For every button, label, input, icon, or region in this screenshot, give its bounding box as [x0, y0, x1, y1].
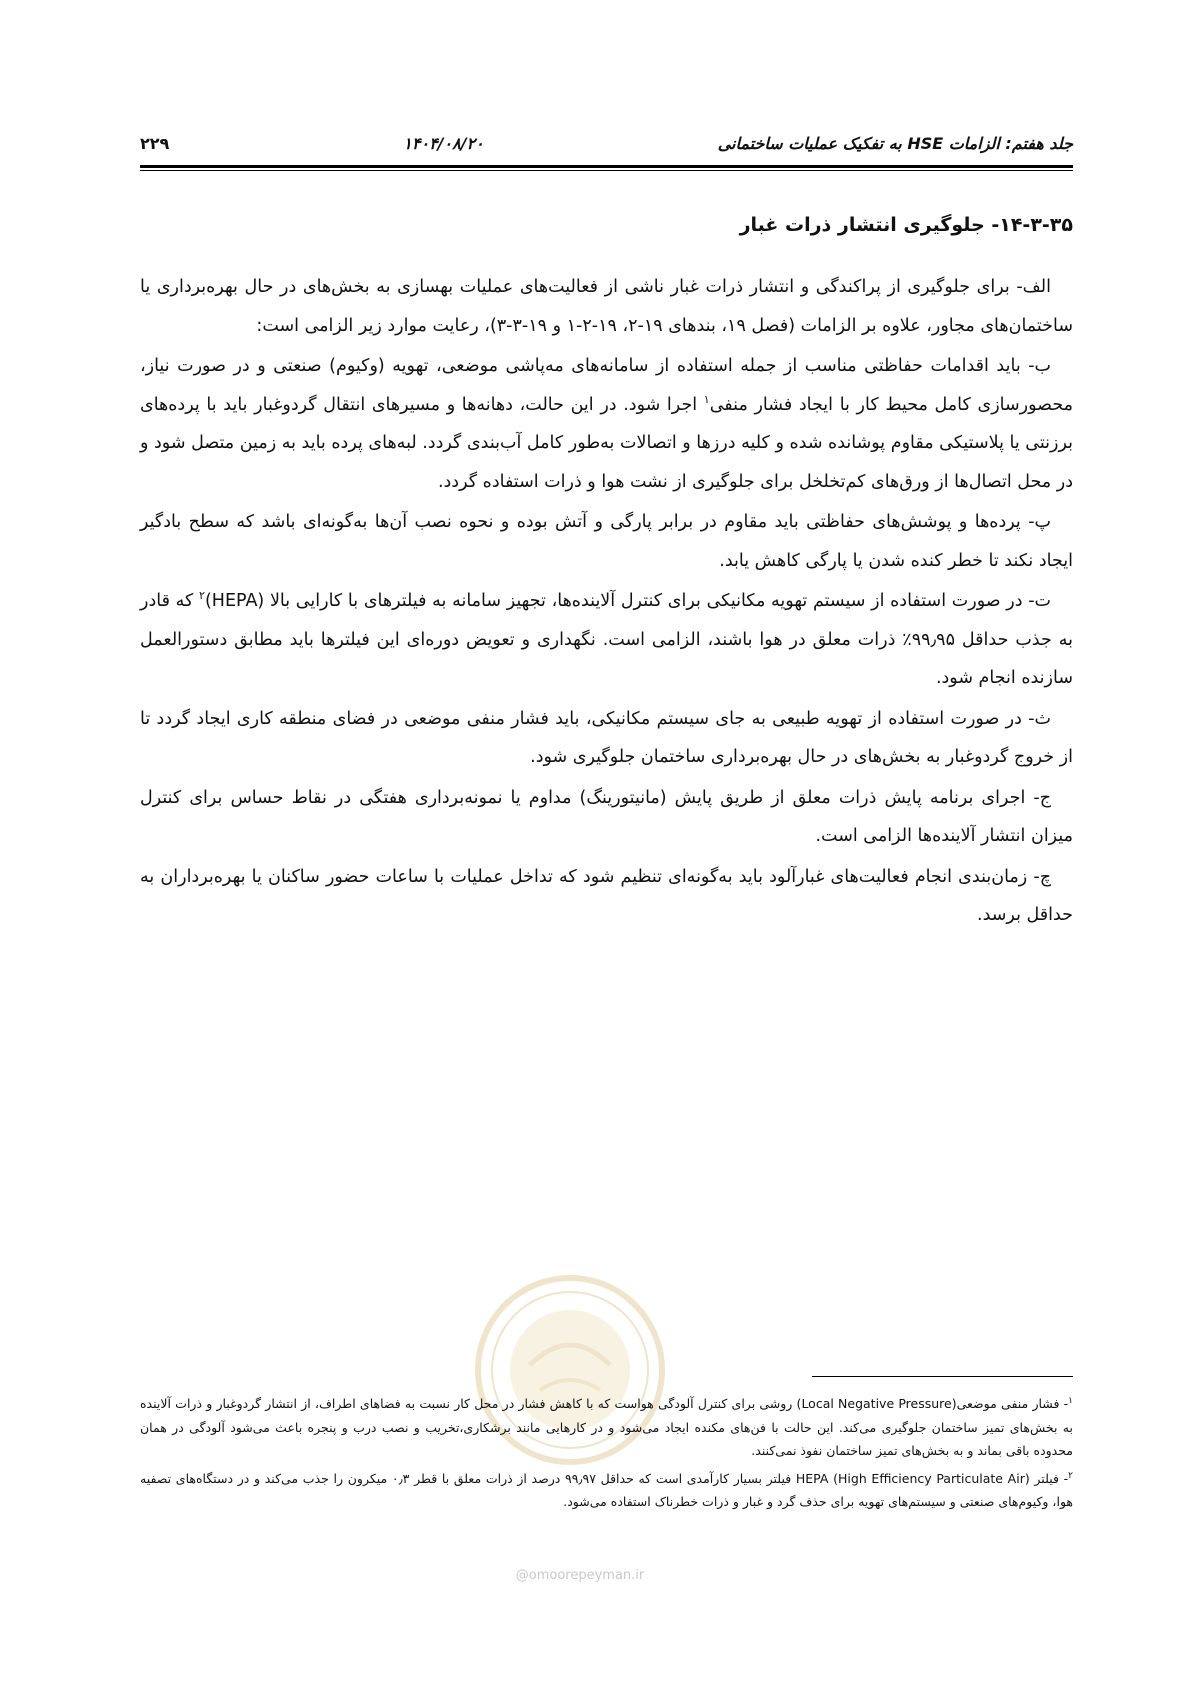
- paragraph-se: ث- در صورت استفاده از تهویه طبیعی به جای سیستم مکانیکی، باید فشار منفی موضعی در فضای منطقه کاری ایجاد گردد تا از خروج گردوغبار به بخش‌های در حال بهره‌برداری ساختمان جلوگیری شود.: [140, 708, 1073, 767]
- paragraph-alef: الف- برای جلوگیری از پراکندگی و انتشار ذرات غبار ناشی از فعالیت‌های عملیات بهسازی به بخش‌های در حال بهره‌برداری یا ساختمان‌های مجاور، علاوه بر الزامات (فصل ۱۹، بندهای ۱۹-۲، ۱۹-۲-۱ و ۱۹-۳-۳)، رعایت موارد زیر الزامی است:: [140, 277, 1073, 336]
- paragraph-pe: پ- پرده‌ها و پوشش‌های حفاظتی باید مقاوم در برابر پارگی و آتش بوده و نحوه نصب آن‌ها به‌گونه‌ای باشد که سطح بادگیر ایجاد نکند تا خطر کنده شدن یا پارگی کاهش یابد.: [140, 512, 1073, 571]
- footnote-1-number: ۱: [1068, 1395, 1073, 1406]
- page-header: [140, 128, 1073, 158]
- footnotes: [140, 1392, 1073, 1518]
- paragraph-be: [140, 347, 1073, 501]
- paragraph-te: [140, 582, 1073, 698]
- watermark-url: @omoorepeyman.ir: [515, 1568, 645, 1583]
- footnote-separator: [812, 1376, 1073, 1377]
- header-rule-thin: [140, 170, 1073, 171]
- page-number: ۲۲۹: [140, 133, 170, 153]
- header-rule-thick: [140, 165, 1073, 168]
- footnote-2: [140, 1467, 1073, 1514]
- footnote-ref-1[interactable]: ۱: [703, 392, 710, 406]
- paragraph-be-part2: اجرا شود. در این حالت، دهانه‌ها و مسیرهای انتقال گردوغبار باید با پرده‌های برزنتی یا پلاستیکی مقاوم پوشانده شده و کلیه درزها و اتصالات به‌طور کامل آب‌بندی گردد. لبه‌های پرده باید به زمین متصل شود و در محل اتصال‌ها از ورق‌های کم‌تخلخل برای جلوگیری از نشت هوا و ذرات استفاده گردد.: [140, 394, 1073, 492]
- header-date: ۱۴۰۴/۰۸/۲۰: [403, 133, 484, 153]
- footnote-1: [140, 1392, 1073, 1463]
- header-title: جلد هفتم: الزامات HSE به تفکیک عملیات ساختمانی: [717, 133, 1073, 153]
- footnote-1-text: - فشار منفی موضعی(Local Negative Pressure) روشی برای کنترل آلودگی هواست که با کاهش فشار در محل کار نسبت به فضاهای اطراف، از انتشار گردوغبار و ذرات آلاینده به بخش‌های تمیز ساختمان جلوگیری می‌کند. این حالت با فن‌های مکنده ایجاد می‌شود و در کارهایی مانند برشکاری،تخریب و نصب درب و پنجره باعث می‌شود آلودگی در همان محدوده باقی بماند و به بخش‌های تمیز ساختمان نفوذ نمی‌کنند.: [140, 1396, 1073, 1458]
- footnote-2-text: - فیلتر HEPA (High Efficiency Particulate Air) فیلتر بسیار کارآمدی است که حداقل ۹۹٫۹۷ درصد از ذرات معلق با قطر ۰٫۳ میکرون را جذب می‌کند و در دستگاه‌های تصفیه هوا، وکیوم‌های صنعتی و سیستم‌های تهویه برای حذف گرد و غبار و ذرات خطرناک استفاده می‌شود.: [140, 1470, 1073, 1509]
- paragraph-che: چ- زمان‌بندی انجام فعالیت‌های غبارآلود باید به‌گونه‌ای تنظیم شود که تداخل عملیات با ساعات حضور ساکنان یا بهره‌برداران به حداقل برسد.: [140, 866, 1073, 925]
- paragraph-te-part1: ت- در صورت استفاده از سیستم تهویه مکانیکی برای کنترل آلاینده‌ها، تجهیز سامانه به فیلترهای با کارایی بالا (HEPA): [204, 591, 1052, 611]
- paragraph-jim: ج- اجرای برنامه پایش ذرات معلق از طریق پایش (مانیتورینگ) مداوم یا نمونه‌برداری هفتگی در نقاط حساس برای کنترل میزان انتشار آلاینده‌ها الزامی است.: [140, 787, 1073, 846]
- footnote-2-number: ۲: [1068, 1470, 1073, 1481]
- section-heading: ۱۴-۳-۳۵- جلوگیری انتشار ذرات غبار: [739, 214, 1073, 236]
- paragraph-te-part2: که قادر به جذب حداقل ۹۹٫۹۵٪ ذرات معلق در هوا باشند، الزامی است. نگهداری و تعویض دوره‌ای این فیلترها باید مطابق دستورالعمل سازنده انجام شود.: [140, 591, 1073, 688]
- main-content: [140, 210, 1073, 937]
- footnote-ref-2[interactable]: ۲: [199, 589, 205, 603]
- paragraph-be-part1: ب- باید اقدامات حفاظتی مناسب از جمله استفاده از سامانه‌های مه‌پاشی موضعی، تهویه (وکیوم) صنعتی و در صورت نیاز، محصورسازی کامل محیط کار با ایجاد فشار منفی: [140, 356, 1073, 415]
